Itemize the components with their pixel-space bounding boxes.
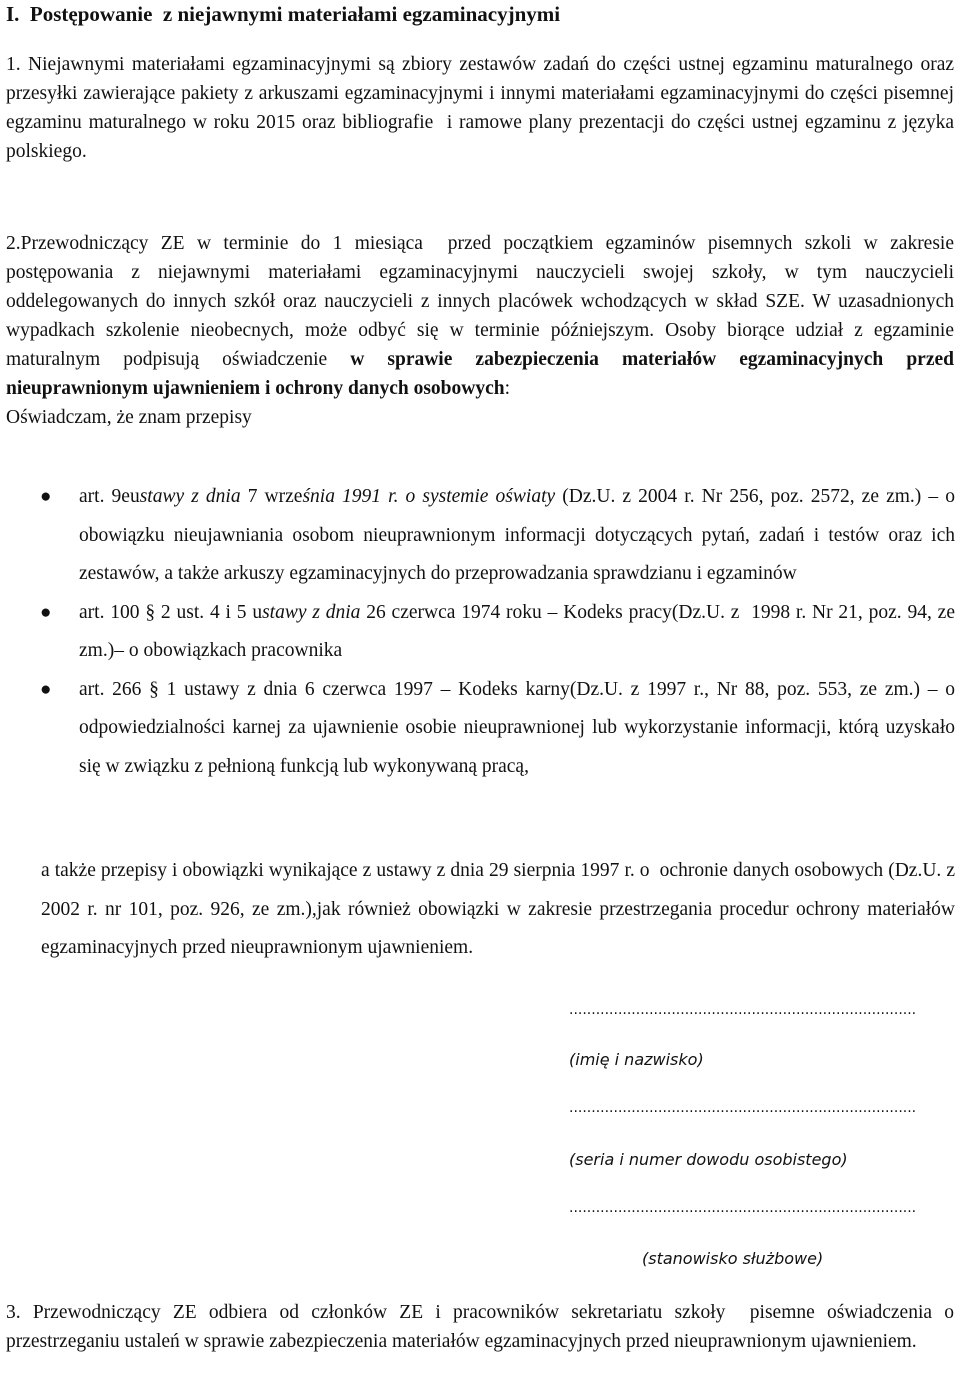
list-item-text: art. 9eu (79, 486, 140, 507)
list-item-text: (Dz.U. z 2004 r. Nr 256, poz. 2572, ze zm.) – o obowiązku nieujawniania osobom nieuprawnionym informacji dotyczących pytań, zadań i testów oraz ich zestawów, a także arkuszy egzaminacyjnych do przeprowadzania sprawdzianu i egzaminów (79, 486, 955, 584)
list-item-italic: śnia 1991 r. o systemie oświaty (302, 486, 556, 507)
declaration-intro: Oświadczam, że znam przepisy (6, 407, 252, 428)
list-item-text: art. 100 § 2 ust. 4 i 5 u (79, 601, 263, 623)
list-item-text: 7 wrze (240, 486, 303, 507)
list-item-italic: stawy z dnia (139, 486, 241, 507)
signature-line-name[interactable]: .............................................................................. (569, 1002, 917, 1018)
list-item (0, 671, 955, 787)
signature-line-id[interactable]: .............................................................................. (569, 1100, 917, 1116)
bullet-icon: ● (40, 486, 52, 507)
closing-paragraph: a także przepisy i obowiązki wynikające z ustawy z dnia 29 sierpnia 1997 r. o ochronie danych osobowych (Dz.U. z 2002 r. nr 101, poz. 926, ze zm.),jak również obowiązki w zakresie przestrzegania procedur ochrony materiałów egzaminacyjnych przed nieuprawnionym ujawnieniem. (41, 860, 955, 958)
signature-caption-position: (stanowisko służbowe) (642, 1249, 824, 1268)
bullet-icon: ● (40, 601, 52, 623)
signature-caption-id: (seria i numer dowodu osobistego) (569, 1150, 848, 1169)
regulations-list (0, 478, 960, 786)
signature-line-position[interactable]: .............................................................................. (569, 1200, 917, 1216)
paragraph-2-text: 2.Przewodniczący ZE w terminie do 1 miesiąca przed początkiem egzaminów pisemnych szkoli w zakresie postępowania z niejawnymi materiałami egzaminacyjnymi nauczycieli swojej szkoły, w tym nauczycieli oddelegowanych do innych szkół oraz nauczycieli z innych placówek wchodzących w skład SZE. W uzasadnionych wypadkach szkolenie nieobecnych, może odbyć się w terminie późniejszym. Osoby biorące udział z egzaminie maturalnym podpisują oświadczenie (6, 233, 954, 370)
list-item-text: art. 266 § 1 ustawy z dnia 6 czerwca 1997 – Kodeks karny(Dz.U. z 1997 r., Nr 88, poz. 553, ze zm.) – o odpowiedzialności karnej za ujawnienie osobie nieuprawnionej lub wykorzystanie informacji, którą uzyskało się w związku z pełnioną funkcją lub wykonywaną pracą, (79, 678, 955, 777)
paragraph-3: 3. Przewodniczący ZE odbiera od członków ZE i pracowników sekretariatu szkoły pisemne oświadczenia o przestrzeganiu ustaleń w sprawie zabezpieczenia materiałów egzaminacyjnych przed nieuprawnionym ujawnieniem. (6, 1302, 954, 1352)
section-heading: I. Postępowanie z niejawnymi materiałami egzaminacyjnymi (6, 2, 561, 26)
list-item-italic: stawy z dnia (262, 601, 361, 623)
list-item (0, 478, 955, 594)
list-item (0, 594, 955, 671)
paragraph-1: 1. Niejawnymi materiałami egzaminacyjnymi są zbiory zestawów zadań do części ustnej egzaminu maturalnego oraz przesyłki zawierające pakiety z arkuszami egzaminacyjnymi i innymi materiałami egzaminacyjnymi do części pisemnej egzaminu maturalnego w roku 2015 oraz bibliografie i ramowe plany prezentacji do części ustnej egzaminu z języka polskiego. (6, 54, 954, 162)
paragraph-2 (6, 229, 954, 432)
signature-caption-name: (imię i nazwisko) (569, 1050, 704, 1069)
paragraph-2-bold-text: w sprawie zabezpieczenia materiałów egzaminacyjnych przed nieuprawnionym ujawnieniem i ochrony danych osobowych (6, 349, 954, 399)
list-item-text: 26 czerwca 1974 roku – Kodeks pracy(Dz.U. z 1998 r. Nr 21, poz. 94, ze zm.)– o obowiązkach pracownika (79, 601, 955, 661)
bullet-icon: ● (40, 678, 52, 700)
paragraph-2-colon: : (504, 378, 511, 399)
